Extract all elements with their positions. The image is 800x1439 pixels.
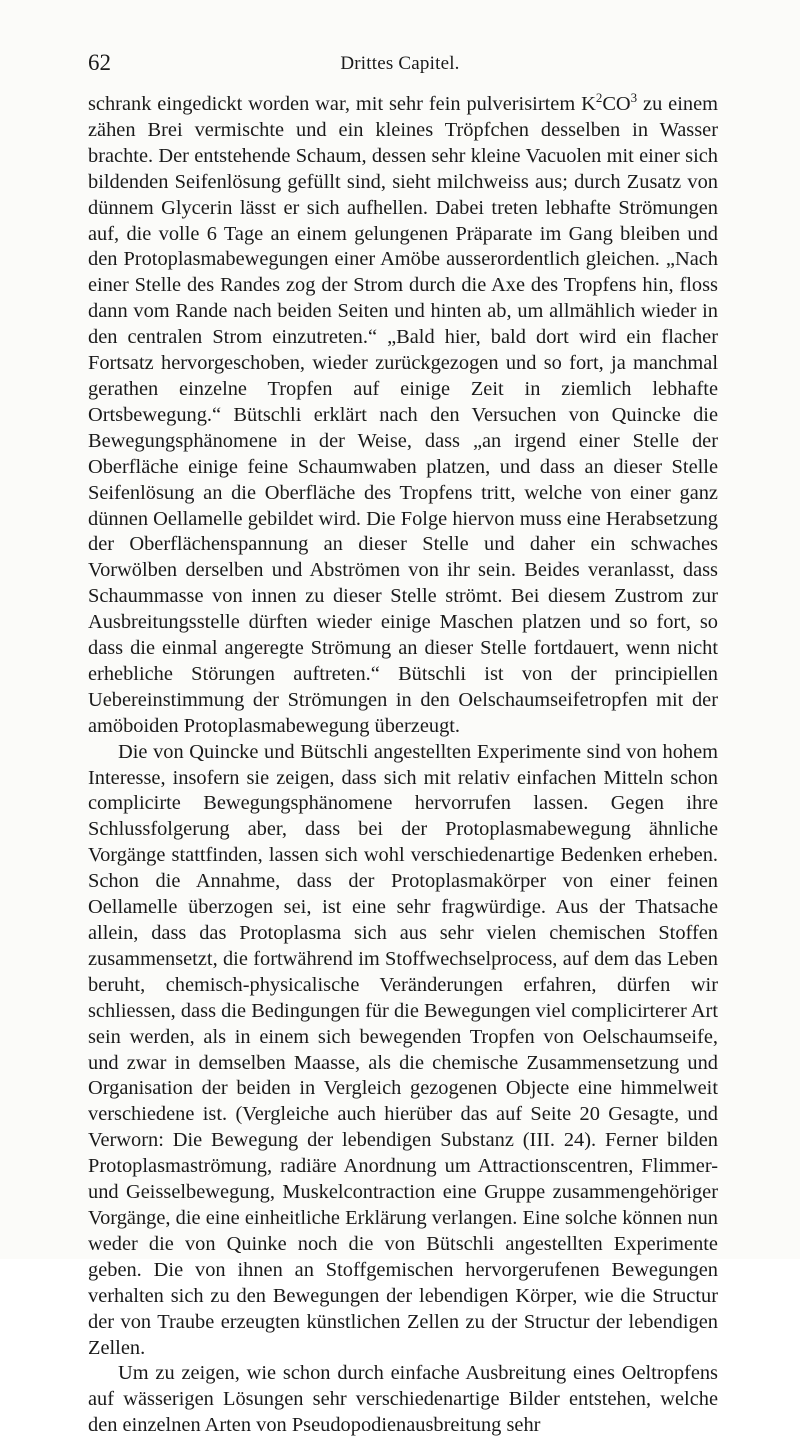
running-head: Drittes Capitel. (340, 53, 460, 74)
superscript: 2 (595, 90, 603, 105)
paragraph (88, 92, 718, 740)
text-run: zu einem zähen Brei vermischte und ein kleines Tröpfchen desselben in Wasser brachte. Der entstehende Schaum, dessen sehr kleine Vacuolen mit einer sich bildenden Seifenlösung gefüllt sind, sieht milchweiss aus; durch Zusatz von dünnem Glycerin lässt er sich aufhellen. Dabei treten lebhafte Strömungen auf, die volle 6 Tage an einem gelungenen Präparate im Gang bleiben und den Protoplasmabewegungen einer Amöbe ausserordentlich gleichen. „Nach einer Stelle des Randes zog der Strom durch die Axe des Tropfens hin, floss dann vom Rande nach beiden Seiten und hinten ab, um allmählich wieder in den centralen Strom einzutreten.“ „Bald hier, bald dort wird ein flacher Fortsatz hervorgeschoben, wieder zurückgezogen und so fort, ja manchmal gerathen einzelne Tropfen auf einige Zeit in ziemlich lebhafte Ortsbewegung.“ Bütschli erklärt nach den Versuchen von Quincke die Bewegungsphänomene in der Weise, dass „an irgend einer Stelle der Oberfläche einige feine Schaumwaben platzen, und dass an dieser Stelle Seifenlösung an die Oberfläche des Tropfens tritt, welche von einer ganz dünnen Oellamelle gebildet wird. Die Folge hiervon muss eine Herabsetzung der Oberflächenspannung an dieser Stelle und daher ein schwaches Vorwölben derselben und Abströmen von ihr sein. Beides veranlasst, dass Schaummasse von innen zu dieser Stelle strömt. Bei diesem Zustrom zur Ausbreitungsstelle dürften wieder einige Maschen platzen und so fort, so dass die einmal angeregte Strömung an dieser Stelle fortdauert, wenn nicht erhebliche Störungen auftreten.“ Bütschli ist von der principiellen Uebereinstimmung der Strömungen in den Oelschaumseifetropfen mit der amöboiden Protoplasmabewegung überzeugt. (88, 93, 718, 737)
text-run: Die von Quincke und Bütschli angestellten Experimente sind von hohem Interesse, insofern sie zeigen, dass sich mit relativ einfachen Mitteln schon complicirte Bewegungsphänomene hervorrufen lassen. Gegen ihre Schlussfolgerung aber, dass bei der Protoplasmabewegung ähnliche Vorgänge stattfinden, lassen sich wohl verschiedenartige Bedenken erheben. Schon die Annahme, dass der Protoplasmakörper von einer feinen Oellamelle überzogen sei, ist eine sehr fragwürdige. Aus der Thatsache allein, dass das Protoplasma sich aus sehr vielen chemischen Stoffen zusammensetzt, die fortwährend im Stoffwechselprocess, auf dem das Leben beruht, chemisch-physicalische Veränderungen erfahren, dürfen wir schliessen, dass die Bedingungen für die Bewegungen viel complicirterer Art sein werden, als in einem sich bewegenden Tropfen von Oelschaumseife, und zwar in demselben Maasse, als die chemische Zusammensetzung und Organisation der beiden in Vergleich gezogenen Objecte eine himmelweit verschiedene ist. (Vergleiche auch hierüber das auf Seite 20 Gesagte, und Verworn: Die Bewegung der lebendigen Substanz (III. 24). Ferner bilden Protoplasmaströmung, radiäre Anordnung um Attractionscentren, Flimmer- und Geisselbewegung, Muskelcontraction eine Gruppe zusammengehöriger Vorgänge, die eine einheitliche Erklärung verlangen. Eine solche können nun weder die von Quinke noch die von Bütschli angestellten Experimente geben. Die von ihnen an Stoffgemischen hervorgerufenen Bewegungen verhalten sich zu den Bewegungen der lebendigen Körper, wie die Structur der von Traube erzeugten künstlichen Zellen zu der Structur der lebendigen Zellen. (88, 740, 718, 1359)
paragraph (88, 740, 718, 1362)
text-run: schrank eingedickt worden war, mit sehr fein pulverisirtem K (88, 93, 596, 115)
body-text (88, 92, 718, 1439)
text-run: CO (602, 93, 631, 115)
superscript: 3 (630, 90, 638, 105)
page-header (88, 48, 712, 80)
text-run: Um zu zeigen, wie schon durch einfache Ausbreitung eines Oeltropfens auf wässerigen Lösungen sehr verschiedenartige Bilder entstehen, welche den einzelnen Arten von Pseudopodienausbreitung sehr (88, 1362, 718, 1437)
paragraph (88, 1361, 718, 1439)
page-number: 62 (88, 50, 111, 75)
